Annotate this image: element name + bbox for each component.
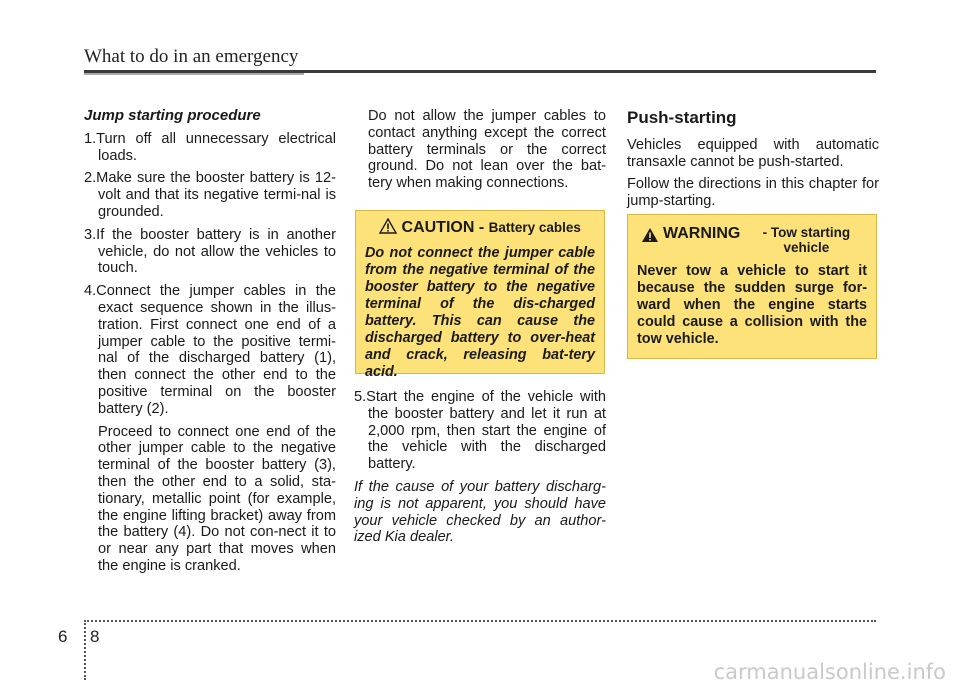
footer-divider	[84, 620, 86, 680]
step-3: 3.If the booster battery is in another vehicle, do not allow the vehicles to touch.	[84, 226, 336, 277]
column-left	[84, 108, 336, 581]
jump-starting-subhead: Jump starting procedure	[84, 107, 261, 124]
caution-title	[365, 218, 595, 237]
page-number: 8	[90, 627, 100, 646]
warning-triangle-icon	[641, 227, 659, 243]
step-1: 1.Turn off all unnecessary electrical loads.	[84, 130, 336, 164]
page-header: What to do in an emergency	[84, 46, 299, 67]
step-4-continued: Proceed to connect one end of the other jumper cable to the negative terminal of the booster battery (3), then the other end to a solid, sta-tionary, metallic point (for example, the engine lifting bracket) away from the battery (4). Do not con-nect it to or near any part that moves when the engine is cranked.	[98, 423, 336, 574]
warning-topic: - Tow starting vehicle	[762, 225, 851, 255]
caution-topic: Battery cables	[488, 220, 581, 235]
column-middle-lower	[354, 389, 606, 552]
push-starting-para-1: Vehicles equipped with automatic transaxle cannot be push-started.	[627, 136, 879, 170]
push-starting-para-2: Follow the directions in this chapter for jump-starting.	[627, 176, 879, 210]
watermark: carmanualsonline.info	[713, 660, 946, 684]
column-right	[627, 108, 879, 216]
caution-triangle-icon	[379, 218, 397, 234]
section-number: 6	[58, 627, 68, 646]
step-4: 4.Connect the jumper cables in the exact sequence shown in the illus-tration. First connect one end of a jumper cable to the positive termi-nal of the discharged battery (1), then connect the other end to the positive terminal on the booster battery (2).	[84, 283, 336, 417]
header-rule-accent	[84, 73, 304, 75]
footer-rule	[84, 620, 876, 622]
dealer-note: If the cause of your battery discharg-ing is not apparent, you should have your vehicle checked by an author-ized Kia dealer.	[354, 478, 606, 546]
warning-text: Never tow a vehicle to start it because the sudden surge for-ward when the engine starts could cause a collision with the tow vehicle.	[637, 263, 867, 347]
caution-box	[355, 210, 605, 380]
warning-box	[627, 214, 877, 359]
step-5: 5.Start the engine of the vehicle with the booster battery and let it run at 2,000 rpm, then start the engine of the vehicle with the discharged battery.	[354, 389, 606, 473]
warning-title	[637, 225, 867, 255]
push-starting-title: Push-starting	[627, 108, 737, 127]
caution-label: CAUTION -	[401, 219, 485, 236]
jumper-cable-note: Do not allow the jumper cables to contact anything except the correct battery terminals or the correct ground. Do not lean over the bat-tery when making connections.	[368, 108, 606, 192]
step-2: 2.Make sure the booster battery is 12-volt and that its negative termi-nal is grounded.	[84, 170, 336, 220]
warning-label: WARNING	[663, 225, 741, 242]
caution-text: Do not connect the jumper cable from the negative terminal of the booster battery to the negative terminal of the dis-charged battery. This can cause the discharged battery to over-heat and crack, releasing bat-tery acid.	[365, 245, 595, 380]
column-middle	[354, 108, 606, 198]
